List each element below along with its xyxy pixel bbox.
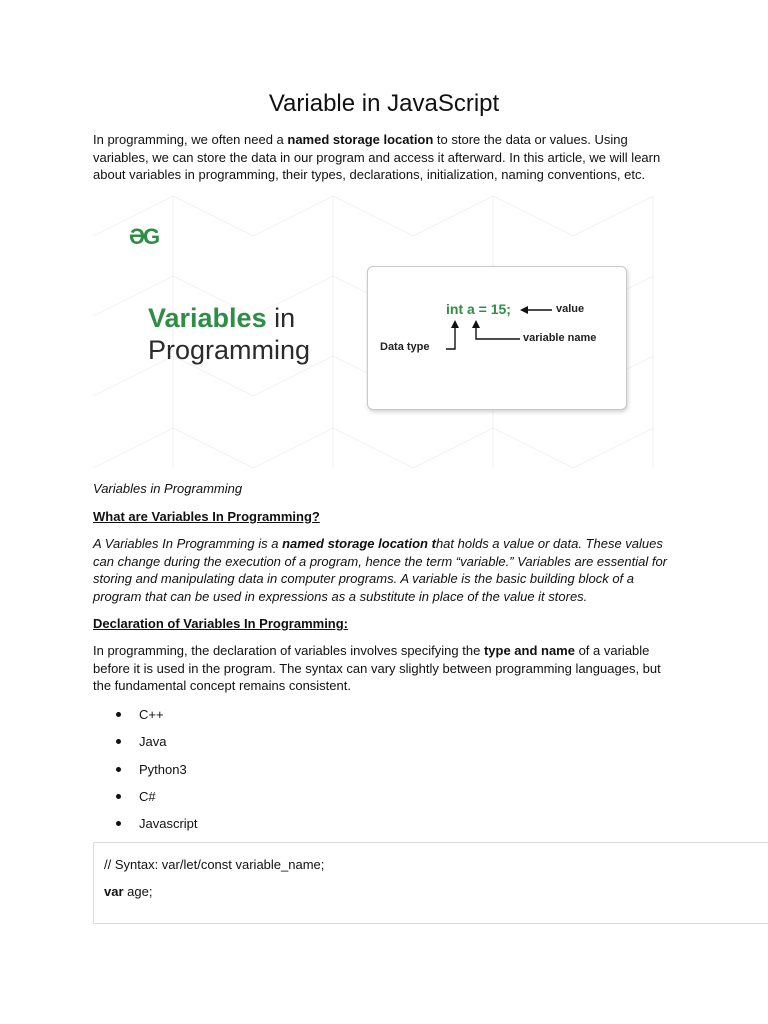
definition-paragraph (93, 535, 673, 605)
declaration-text-start: In programming, the declaration of variables involves specifying the (93, 643, 484, 658)
code-example: int a = 15; (446, 301, 511, 317)
data-type-label: Data type (380, 341, 430, 353)
intro-paragraph (93, 131, 673, 184)
banner-title-in: in (266, 303, 296, 333)
list-item: Javascript (93, 815, 198, 842)
variables-banner-image (93, 196, 675, 468)
value-label: value (556, 303, 585, 315)
intro-text-start: In programming, we often need a (93, 132, 288, 147)
declaration-bold-term: type and name (483, 643, 575, 658)
section-heading-what-are-variables: What are Variables In Programming? (93, 509, 320, 524)
definition-text-end: hat holds a value or data. These values can change during the execution of a program, hence the term “variable.” Variables are essential for storing and manipulating data in computer programs. A variable is the basic building block of a program that can be used in expressions as a substitute in place of the value it stores. (93, 536, 668, 604)
intro-bold-term: named storage location (287, 132, 434, 147)
list-item: Python3 (93, 761, 198, 788)
banner-title-line2: Programming (148, 335, 311, 365)
geeksforgeeks-logo: ƏG (129, 224, 159, 249)
code-declaration-line (104, 884, 152, 899)
list-item: C# (93, 788, 198, 815)
page-title: Variable in JavaScript (268, 90, 500, 117)
datatype-arrow (446, 325, 455, 349)
image-caption: Variables in Programming (93, 481, 243, 496)
code-keyword: var (104, 884, 124, 899)
varname-arrow (476, 325, 520, 339)
declaration-text-end: of a variable before it is used in the program. The syntax can vary slightly between programming languages, but the fundamental concept remains consistent. (93, 643, 661, 693)
code-comment-line: // Syntax: var/let/const variable_name; (104, 857, 325, 872)
section-heading-declaration: Declaration of Variables In Programming: (93, 616, 349, 631)
banner-title (148, 302, 310, 366)
code-identifier: age; (123, 884, 153, 899)
list-item: C++ (93, 706, 198, 733)
definition-text-start: A Variables In Programming is a (93, 536, 283, 551)
banner-title-green: Variables (148, 303, 267, 333)
code-diagram-card (367, 266, 627, 410)
definition-bold-term: named storage location t (282, 536, 436, 551)
code-block (93, 842, 768, 924)
intro-text-end: to store the data or values. Using variables, we can store the data in our program and access it afterward. In this article, we will learn about variables in programming, their types, declarations, initialization, naming conventions, etc. (93, 132, 661, 182)
declaration-paragraph (93, 642, 673, 695)
list-item: Java (93, 733, 198, 760)
language-list (93, 706, 198, 842)
variable-name-label: variable name (523, 332, 597, 344)
